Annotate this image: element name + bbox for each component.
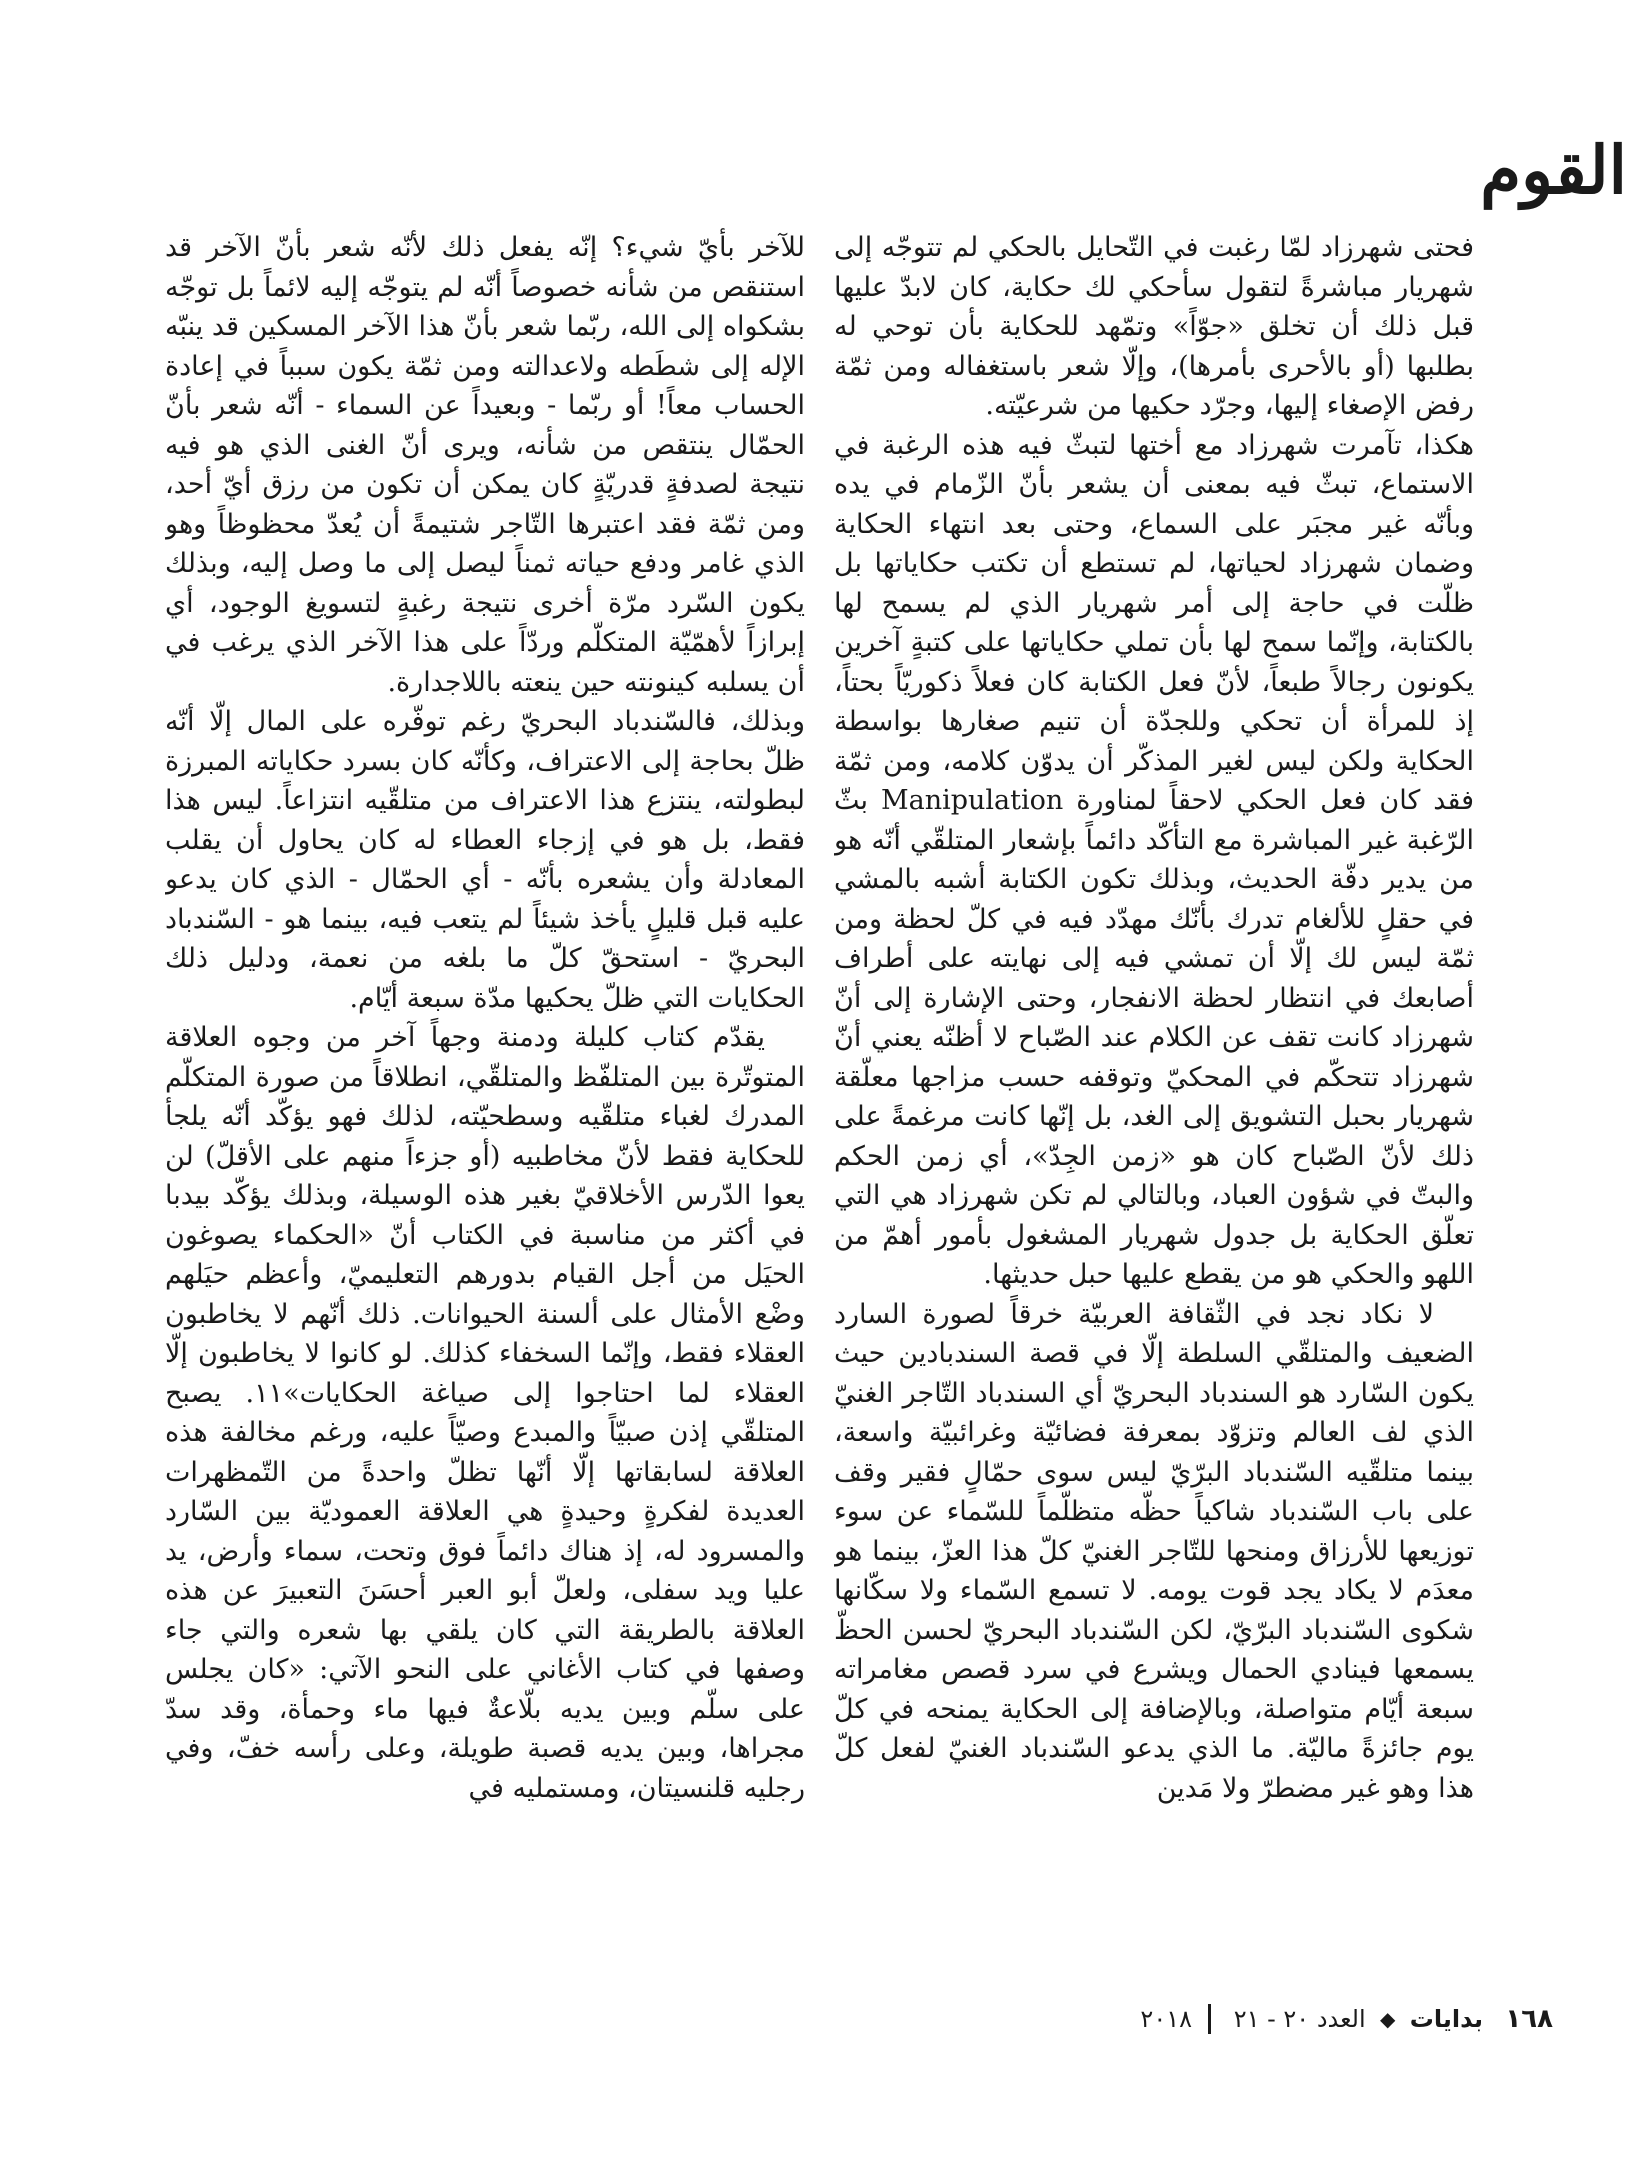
paragraph: هكذا، تآمرت شهرزاد مع أختها لتبثّ فيه هذه الرغبة في الاستماع، تبثّ فيه بمعنى أن يشعر بأنّ الزّمام في يده وبأنّه غير مجبَر على السماع، وحتى بعد انتهاء الحكاية وضمان شهرزاد لحياتها، لم تستطع أن تكتب حكاياتها بل ظلّت في حاجة إلى أمر شهريار الذي لم يسمح لها بالكتابة، وإنّما سمح لها بأن تملي حكاياتها على كتبةٍ آخرين يكونون رجالاً طبعاً، لأنّ فعل الكتابة كان فعلاً ذكوريّاً بحتاً، إذ للمرأة أن تحكي وللجدّة أن تنيم صغارها بواسطة الحكاية ولكن ليس لغير المذكّر أن يدوّن كلامه، ومن ثمّة فقد كان فعل الحكي لاحقاً لمناورة Manipulation بثّ الرّغبة غير المباشرة مع التأكّد دائماً بإشعار المتلقّي أنّه هو من يدير دفّة الحديث، وبذلك تكون الكتابة أشبه بالمشي في حقلٍ للألغام تدرك بأنّك مهدّد فيه في كلّ لحظة ومن ثمّة ليس لك إلّا أن تمشي فيه إلى نهايته على أطراف أصابعك في انتظار لحظة الانفجار، وحتى الإشارة إلى أنّ شهرزاد كانت تقف عن الكلام عند الصّباح لا أظنّه يعني أنّ شهرزاد تتحكّم في المحكيّ وتوقفه حسب مزاجها معلّقة شهريار بحبل التشويق إلى الغد، بل إنّها كانت مرغمةً على ذلك لأنّ الصّباح كان هو «زمن الجِدّ»، أي زمن الحكم والبتّ في شؤون العباد، وبالتالي لم تكن شهرزاد هي التي تعلّق الحكاية بل جدول شهريار المشغول بأمور أهمّ من اللهو والحكي هو من يقطع عليها حبل حديثها.	[834, 429, 1474, 1290]
magazine-name: بدايات	[1409, 2005, 1484, 2033]
diamond-icon: ◆	[1380, 2007, 1396, 2031]
paragraph: لا نكاد نجد في الثّقافة العربيّة خرقاً لصورة السارد الضعيف والمتلقّي السلطة إلّا في قصة السندبادين حيث يكون السّارد هو السندباد البحريّ أي السندباد التّاجر الغنيّ الذي لف العالم وتزوّد بمعرفة فضائيّة وغرائبيّة واسعة، بينما متلقّيه السّندباد البرّيّ ليس سوى حمّالٍ فقير وقف على باب السّندباد شاكياً حظّه متظلّماً للسّماء عن سوء توزيعها للأرزاق ومنحها للتّاجر الغنيّ كلّ هذا العزّ، بينما هو معدَم لا يكاد يجد قوت يومه. لا تسمع السّماء ولا سكّانها شكوى السّندباد البرّيّ، لكن السّندباد البحريّ لحسن الحظّ يسمعها فينادي الحمال ويشرع في سرد قصص مغامراته سبعة أيّام متواصلة، وبالإضافة إلى الحكاية يمنحه في كلّ يوم جائزةً ماليّة. ما الذي يدعو السّندباد الغنيّ لفعل كلّ هذا وهو غير مضطرّ ولا مَدين	[834, 1298, 1474, 1804]
magazine-logo: القوم	[1480, 131, 1627, 209]
paragraph: للآخر بأيّ شيء؟ إنّه يفعل ذلك لأنّه شعر بأنّ الآخر قد استنقص من شأنه خصوصاً أنّه لم يتوجّه إليه لائماً بل توجّه بشكواه إلى الله، ربّما شعر بأنّ هذا الآخر المسكين قد ينبّه الإله إلى شطَطه ولاعدالته ومن ثمّة يكون سبباً في إعادة الحساب معاً! أو ربّما - وبعيداً عن السماء - أنّه شعر بأنّ الحمّال ينتقص من شأنه، ويرى أنّ الغنى الذي هو فيه نتيجة لصدفةٍ قدريّةٍ كان يمكن أن تكون من رزق أيّ أحد، ومن ثمّة فقد اعتبرها التّاجر شتيمةً أن يُعدّ محظوظاً وهو الذي غامر ودفع حياته ثمناً ليصل إلى ما وصل إليه، وبذلك يكون السّرد مرّة أخرى نتيجة رغبةٍ لتسويغ الوجود، أي إبرازاً لأهمّيّة المتكلّم وردّاً على هذا الآخر الذي يرغب في أن يسلبه كينونته حين ينعته باللاجدارة.	[165, 232, 805, 698]
paragraph: وبذلك، فالسّندباد البحريّ رغم توفّره على المال إلّا أنّه ظلّ بحاجة إلى الاعتراف، وكأنّه كان بسرد حكاياته المبرزة لبطولته، ينتزع هذا الاعتراف من متلقّيه انتزاعاً. ليس هذا فقط، بل هو في إزجاء العطاء له كان يحاول أن يقلب المعادلة وأن يشعره بأنّه - أي الحمّال - الذي كان يدعو عليه قبل قليلٍ يأخذ شيئاً لم يتعب فيه، بينما هو - السّندباد البحريّ - استحقّ كلّ ما بلغه من نعمة، ودليل ذلك الحكايات التي ظلّ يحكيها مدّة سبعة أيّام.	[165, 706, 805, 1014]
issue-number: العدد ٢٠ - ٢١	[1233, 2005, 1366, 2033]
issue-year: ٢٠١٨	[1140, 2005, 1192, 2033]
divider	[1208, 2004, 1211, 2034]
paragraph: فحتى شهرزاد لمّا رغبت في التّحايل بالحكي لم تتوجّه إلى شهريار مباشرةً لتقول سأحكي لك حكاية، كان لابدّ عليها قبل ذلك أن تخلق «جوّاً» وتمّهد للحكاية بأن توحي له بطلبها (أو بالأحرى بأمرها)، وإلّا شعر باستغفاله ومن ثمّة رفض الإصغاء إليها، وجرّد حكيها من شرعيّته.	[834, 232, 1474, 421]
article-column-left	[165, 228, 805, 1968]
article-column-right	[834, 228, 1474, 1968]
paragraph: يقدّم كتاب كليلة ودمنة وجهاً آخر من وجوه العلاقة المتوتّرة بين المتلفّظ والمتلقّي، انطلاقاً من صورة المتكلّم المدرك لغباء متلقّيه وسطحيّته، لذلك فهو يؤكّد أنّه يلجأ للحكاية فقط لأنّ مخاطبيه (أو جزءاً منهم على الأقلّ) لن يعوا الدّرس الأخلاقيّ بغير هذه الوسيلة، وبذلك يؤكّد بيدبا في أكثر من مناسبة في الكتاب أنّ «الحكماء يصوغون الحيَل من أجل القيام بدورهم التعليميّ، وأعظم حيَلهم وضْع الأمثال على ألسنة الحيوانات. ذلك أنّهم لا يخاطبون العقلاء فقط، وإنّما السخفاء كذلك. لو كانوا لا يخاطبون إلّا العقلاء لما احتاجوا إلى صياغة الحكايات»١١. يصبح المتلقّي إذن صبيّاً والمبدع وصيّاً عليه، ورغم مخالفة هذه العلاقة لسابقاتها إلّا أنّها تظلّ واحدةً من التّمظهرات العديدة لفكرةٍ وحيدةٍ هي العلاقة العموديّة بين السّارد والمسرود له، إذ هناك دائماً فوق وتحت، سماء وأرض، يد عليا ويد سفلى، ولعلّ أبو العبر أحسَنَ التعبيرَ عن هذه العلاقة بالطريقة التي كان يلقي بها شعره والتي جاء وصفها في كتاب الأغاني على النحو الآتي: «كان يجلس على سلّم وبين يديه بلّاعةٌ فيها ماء وحمأة، وقد سدّ مجراها، وبين يديه قصبة طويلة، وعلى رأسه خفّ، وفي رجليه قلنسيتان، ومستمليه في	[165, 1022, 805, 1804]
page-number: ١٦٨	[1505, 2004, 1553, 2034]
page-footer	[1123, 1998, 1553, 2038]
